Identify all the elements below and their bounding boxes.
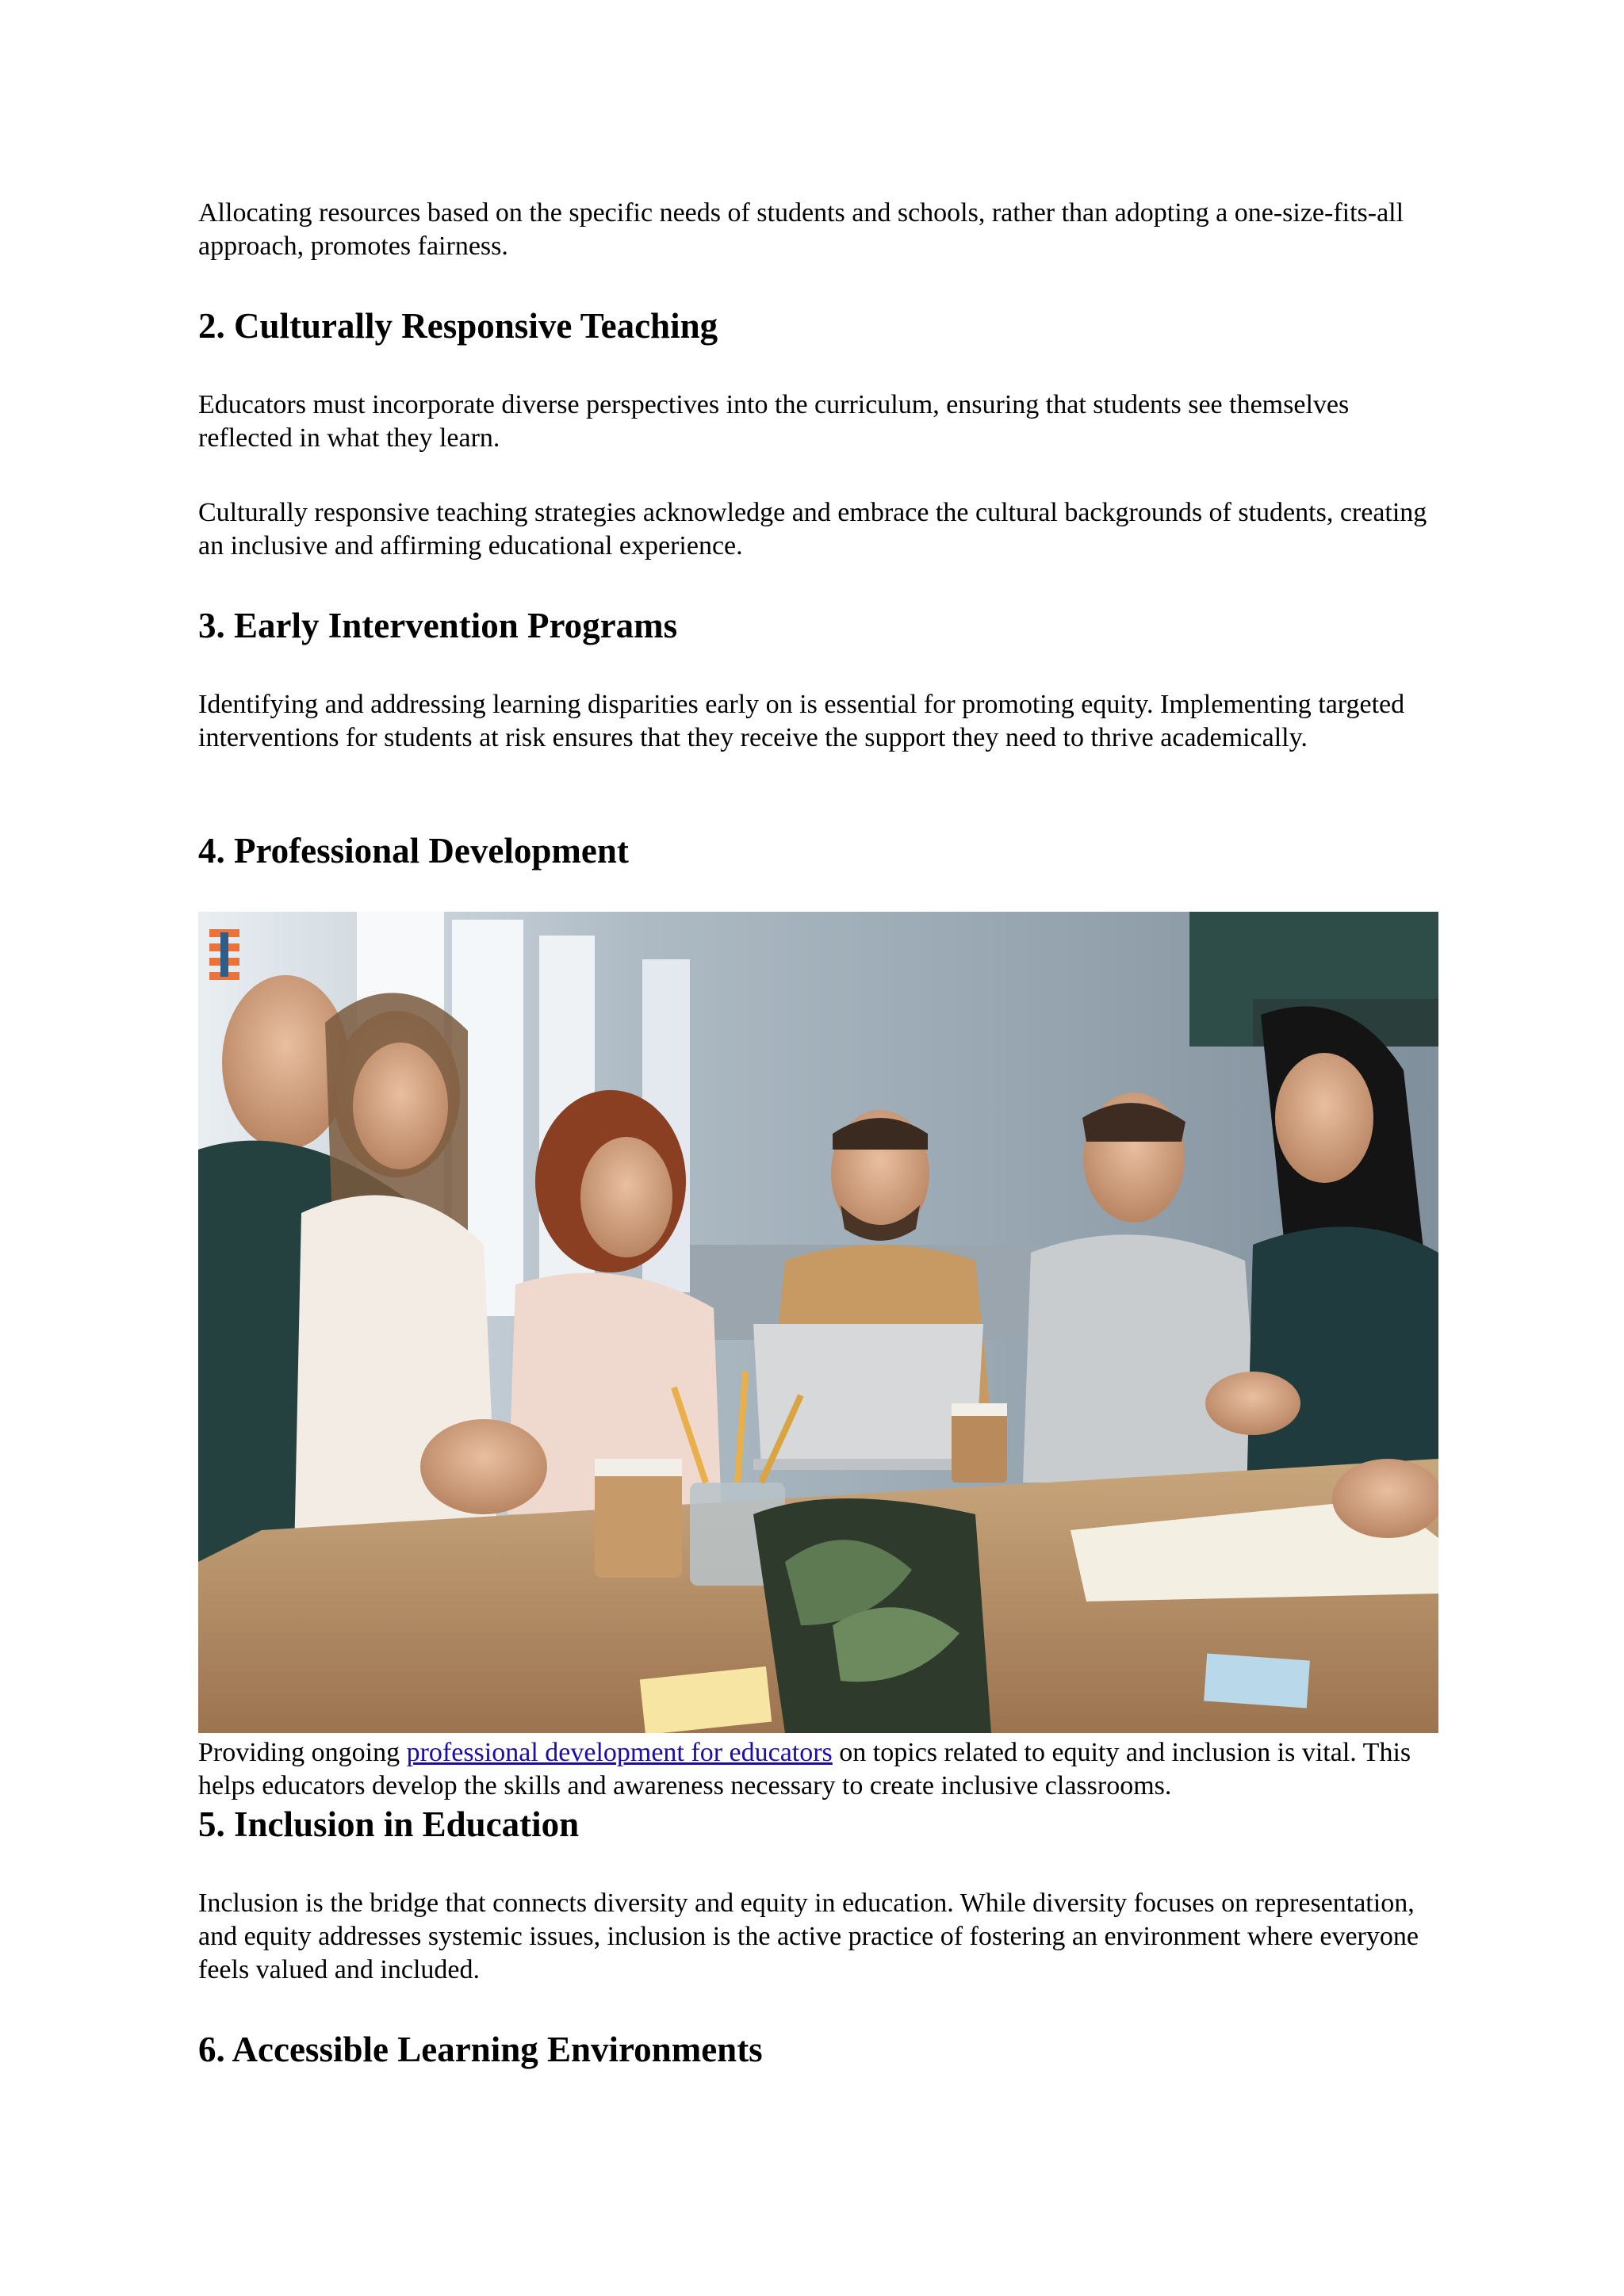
paragraph-text-before-link: Providing ongoing [198, 1738, 407, 1767]
paragraph-text-after-link: on topics related to equity and inclusion is vital. This helps educators develop the skills and awareness necessary to create inclusive classrooms. [198, 1738, 1411, 1800]
paragraph-diverse-perspectives: Educators must incorporate diverse perspectives into the curriculum, ensuring that students see themselves reflected in what they learn. [198, 390, 1350, 453]
heading-culturally-responsive-teaching: 2. Culturally Responsive Teaching [198, 306, 718, 346]
heading-early-intervention-programs: 3. Early Intervention Programs [198, 606, 678, 645]
paragraph-identifying-disparities: Identifying and addressing learning disparities early on is essential for promoting equity. Implementing targeted interventions for students at risk ensures that they receive the support they need to thrive academically. [198, 690, 1405, 752]
heading-inclusion-in-education: 5. Inclusion in Education [198, 1804, 580, 1844]
professional-development-link[interactable]: professional development for educators [406, 1738, 833, 1767]
team-meeting-photo [198, 912, 1438, 1733]
paragraph-culturally-responsive: Culturally responsive teaching strategies acknowledge and embrace the cultural backgrounds of students, creating an inclusive and affirming educational experience. [198, 498, 1427, 561]
paragraph-providing-development [198, 1736, 1438, 1803]
paragraph-resources: Allocating resources based on the specific needs of students and schools, rather than adopting a one-size-fits-all approach, promotes fairness. [198, 198, 1404, 261]
brand-logo-icon [209, 929, 239, 980]
heading-accessible-learning-environments: 6. Accessible Learning Environments [198, 2030, 763, 2069]
heading-professional-development: 4. Professional Development [198, 831, 629, 871]
paragraph-inclusion-bridge: Inclusion is the bridge that connects diversity and equity in education. While diversity focuses on representation, and equity addresses systemic issues, inclusion is the active practice of fostering an environment where everyone feels valued and included. [198, 1888, 1419, 1984]
